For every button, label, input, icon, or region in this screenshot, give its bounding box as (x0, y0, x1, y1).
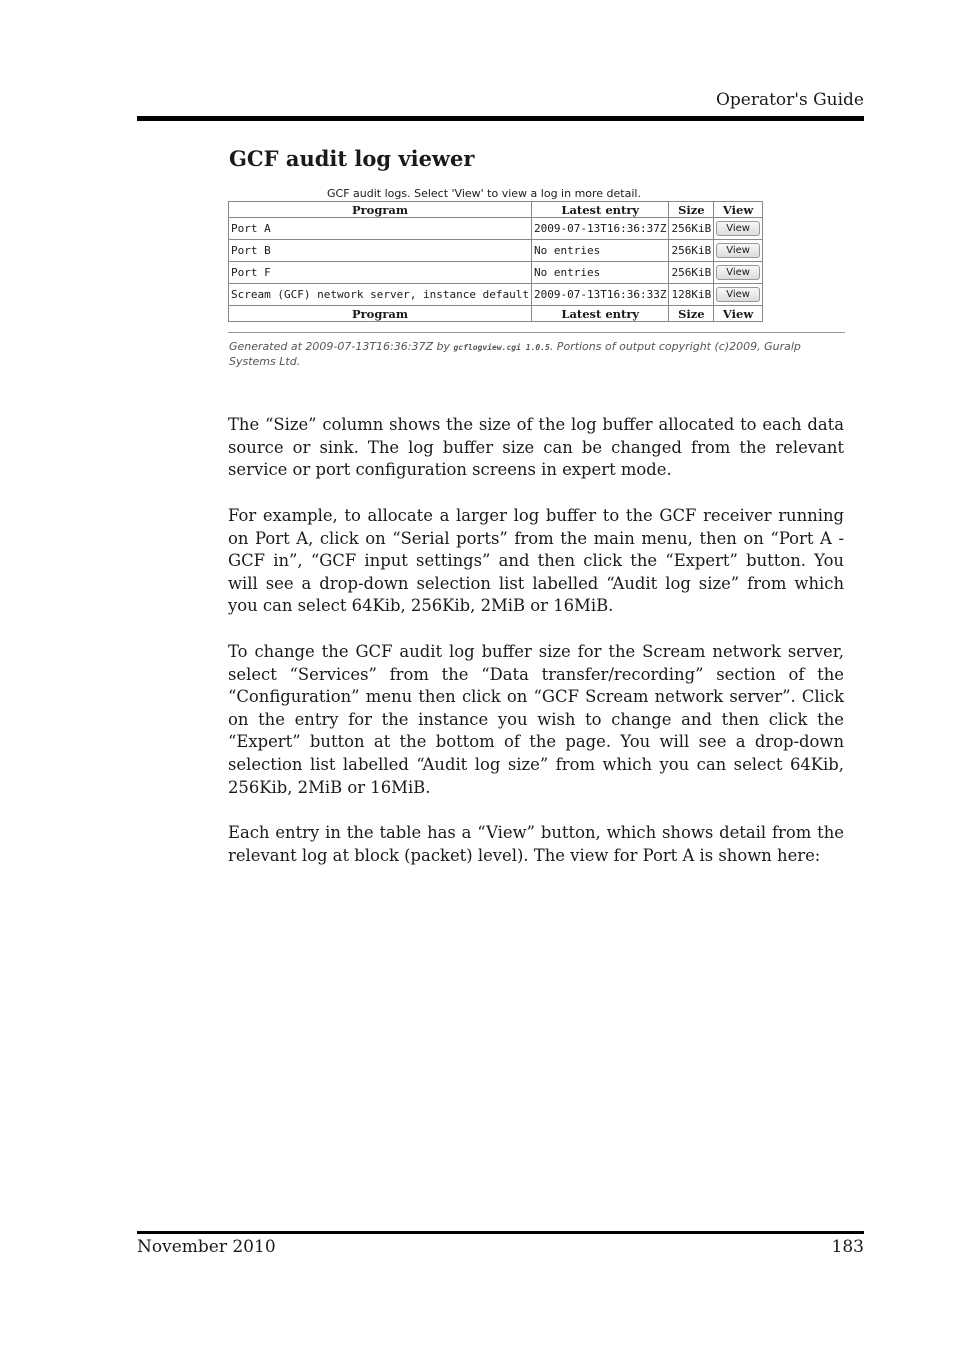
table-row (229, 262, 763, 284)
screenshot-title: GCF audit log viewer (229, 146, 475, 171)
generated-tool-link[interactable]: gcflogview.cgi 1.0.5 (453, 343, 550, 352)
footer-rule (137, 1231, 864, 1234)
size-cell: 256KiB (669, 240, 714, 262)
generated-suffix: . Portions of output copyright (c)2009, Guralp Systems Ltd. (229, 340, 801, 368)
running-header-title: Operator's Guide (715, 90, 864, 110)
view-button[interactable]: View (716, 221, 760, 236)
column-header-size: Size (669, 202, 714, 218)
program-cell: Port F (229, 262, 532, 284)
audit-log-table (228, 201, 763, 322)
latest-entry-cell: No entries (532, 262, 669, 284)
column-header-latest-entry: Latest entry (532, 202, 669, 218)
view-button[interactable]: View (716, 287, 760, 302)
footer-date: November 2010 (137, 1237, 276, 1257)
latest-entry-cell: 2009-07-13T16:36:33Z (532, 284, 669, 306)
paragraph-scream-server: To change the GCF audit log buffer size for the Scream network server, select “Services” from the “Data transfer/recording” section of the “Configuration” menu then click on “GCF Scream network server”. Click on the entry for the instance you wish to change and then click the “Expert” button at the bottom of the page. You will see a drop-down selection list labelled “Audit log size” from which you can select 64Kib, 256Kib, 2MiB or 16MiB. (228, 642, 844, 797)
size-cell: 256KiB (669, 218, 714, 240)
column-header-view: View (714, 202, 763, 218)
page-number: 183 (831, 1237, 864, 1257)
size-cell: 256KiB (669, 262, 714, 284)
table-row (229, 284, 763, 306)
table-row (229, 218, 763, 240)
table-caption: GCF audit logs. Select 'View' to view a log in more detail. (327, 187, 641, 200)
table-header-row (229, 202, 763, 218)
program-cell: Scream (GCF) network server, instance default (229, 284, 532, 306)
column-footer-program: Program (229, 306, 532, 322)
paragraph-port-example: For example, to allocate a larger log buffer to the GCF receiver running on Port A, click on “Serial ports” from the main menu, then on “Port A - GCF in”, “GCF input settings” and then click the “Expert” button. You will see a drop-down selection list labelled “Audit log size” from which you can select 64Kib, 256Kib, 2MiB or 16MiB. (228, 506, 844, 616)
view-button[interactable]: View (716, 243, 760, 258)
program-cell: Port B (229, 240, 532, 262)
latest-entry-cell: No entries (532, 240, 669, 262)
column-footer-latest-entry: Latest entry (532, 306, 669, 322)
paragraph-view-button: Each entry in the table has a “View” button, which shows detail from the relevant log at block (packet) level). The view for Port A is shown here: (228, 823, 844, 865)
table-row (229, 240, 763, 262)
generated-prefix: Generated at 2009-07-13T16:36:37Z by (229, 340, 450, 353)
table-footer-row (229, 306, 763, 322)
generated-rule (228, 332, 845, 333)
generated-note (229, 340, 849, 369)
view-button[interactable]: View (716, 265, 760, 280)
header-rule (137, 116, 864, 121)
latest-entry-cell: 2009-07-13T16:36:37Z (532, 218, 669, 240)
paragraph-size-column: The “Size” column shows the size of the log buffer allocated to each data source or sink. The log buffer size can be changed from the relevant service or port configuration screens in expert mode. (228, 415, 844, 480)
column-footer-size: Size (669, 306, 714, 322)
column-footer-view: View (714, 306, 763, 322)
program-cell: Port A (229, 218, 532, 240)
column-header-program: Program (229, 202, 532, 218)
size-cell: 128KiB (669, 284, 714, 306)
